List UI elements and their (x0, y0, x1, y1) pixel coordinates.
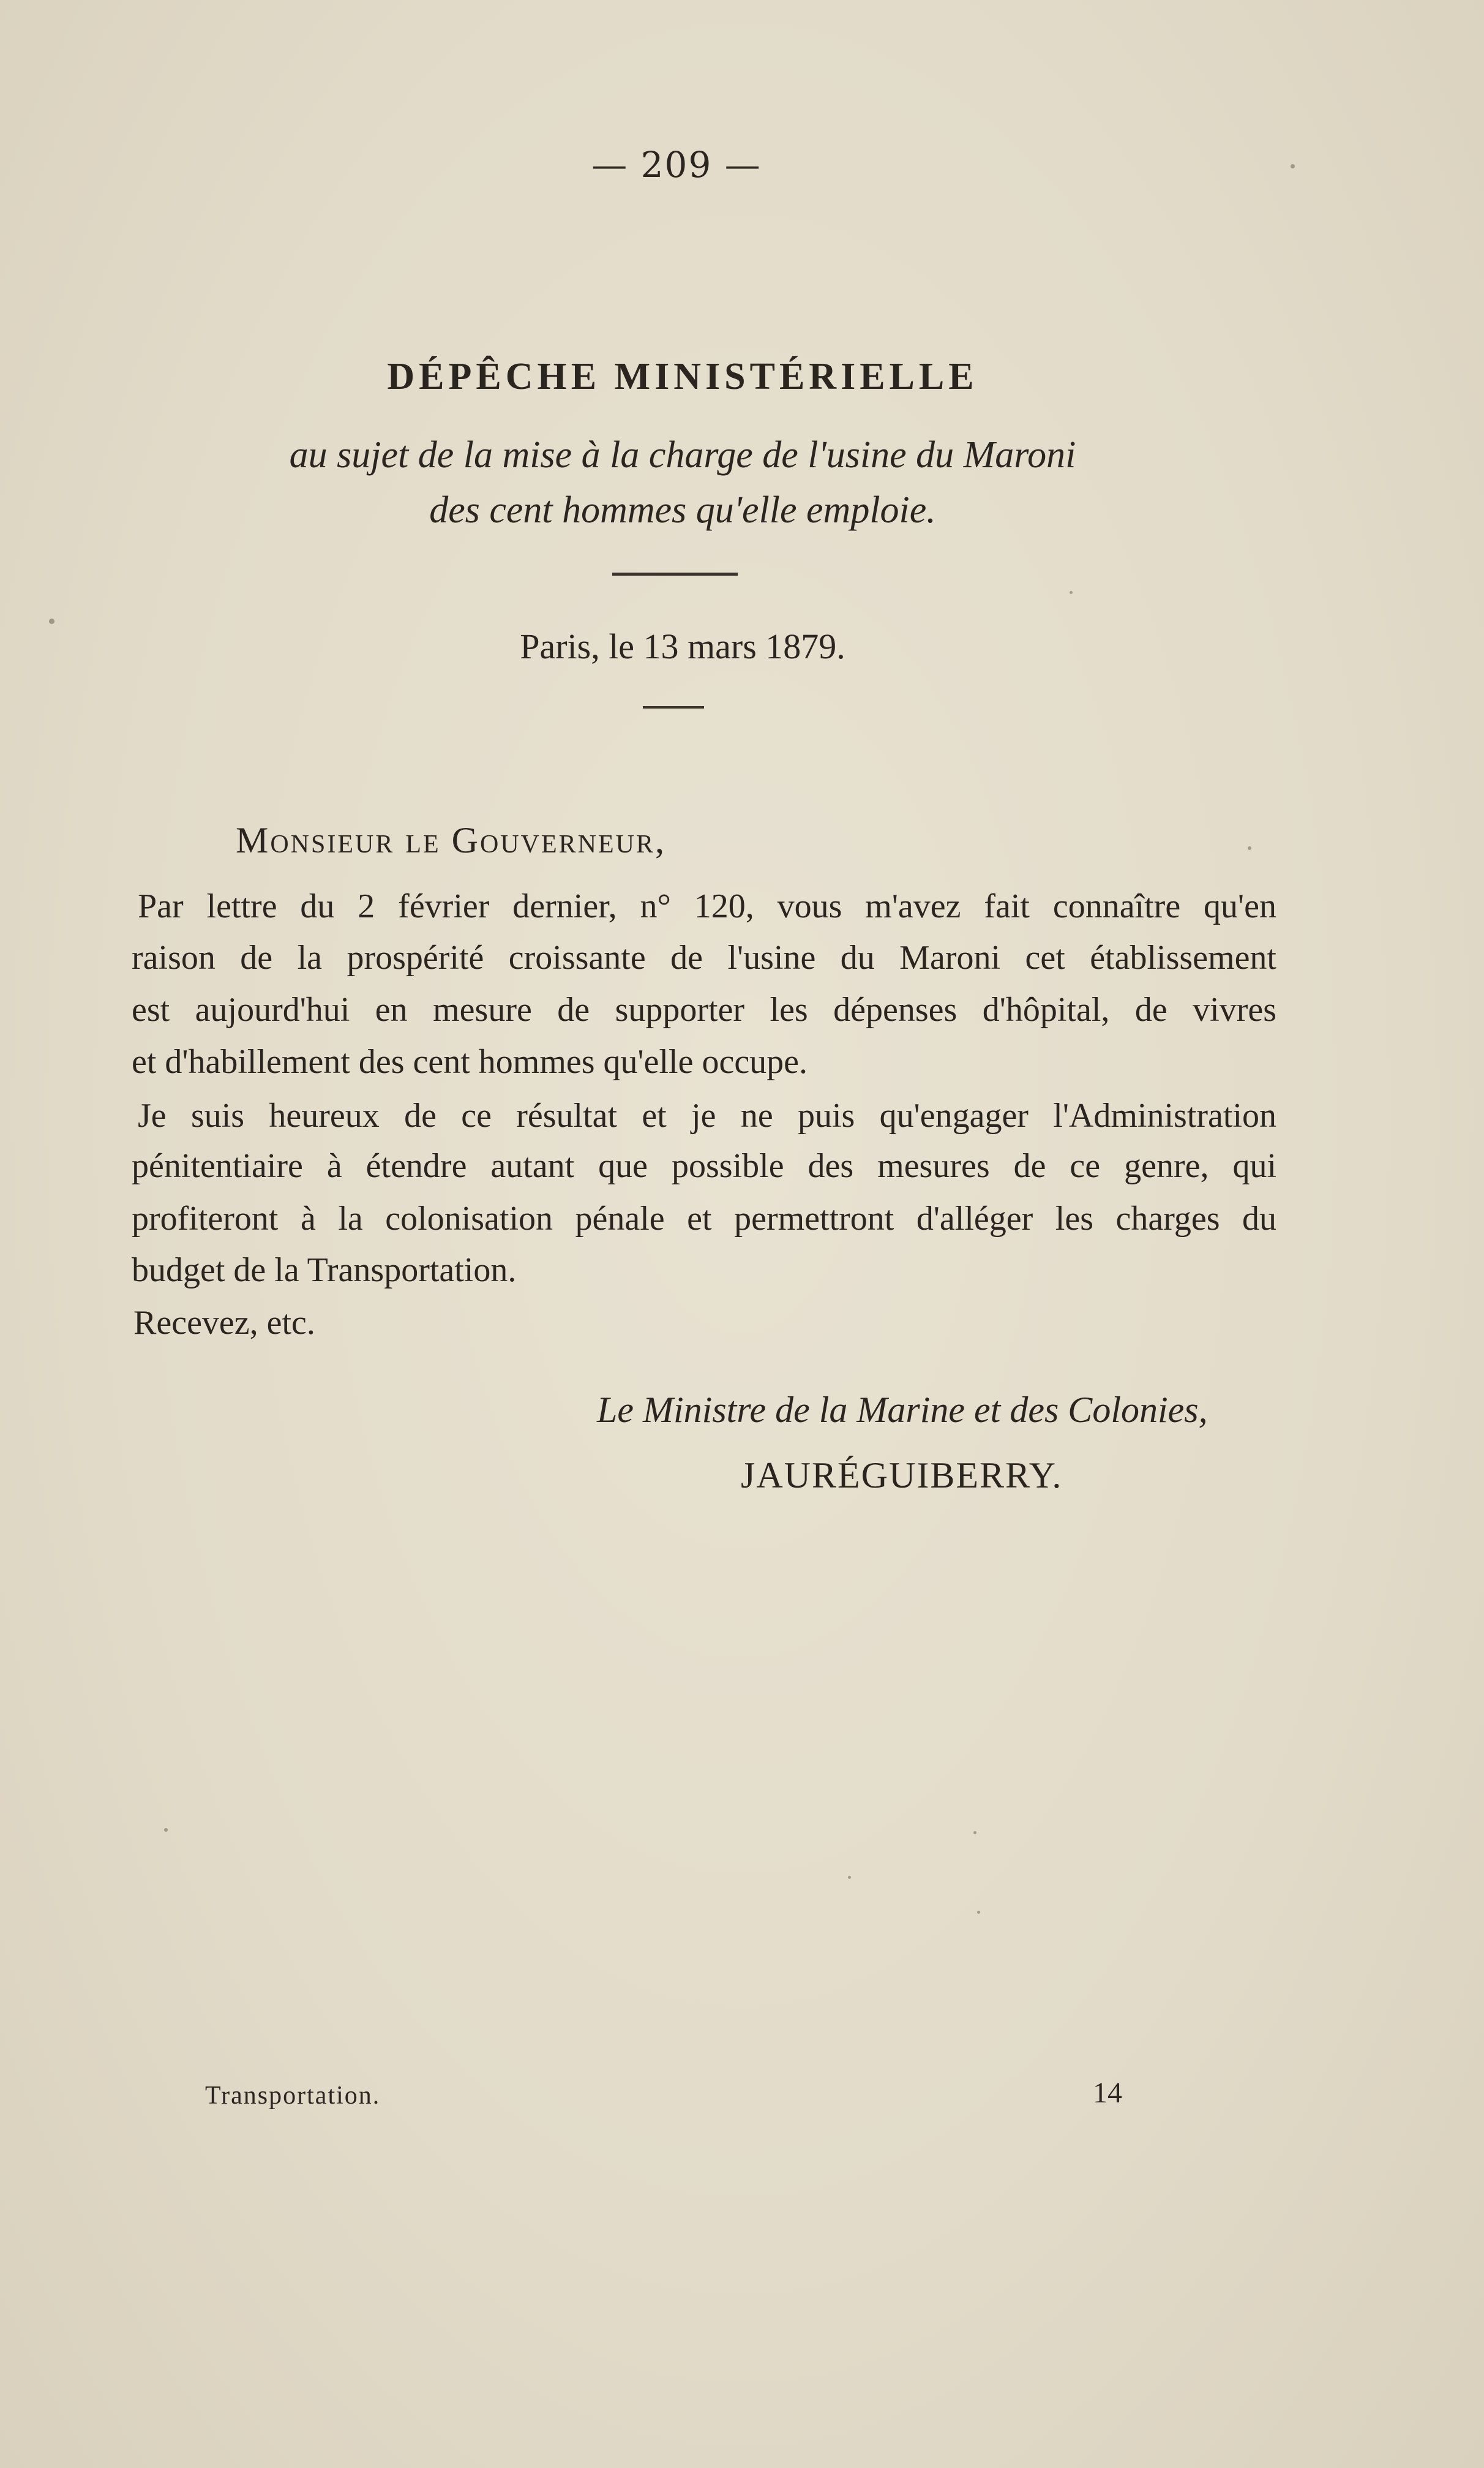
document-subtitle-line-2: des cent hommes qu'elle emploie. (429, 489, 936, 531)
title-separator-rule (612, 573, 738, 576)
paper-speck (977, 1911, 980, 1914)
signature-name: JAURÉGUIBERRY. (741, 1455, 1063, 1495)
paper-speck (49, 619, 54, 624)
body-line: et d'habillement des cent hommes qu'elle occupe. (132, 1043, 808, 1081)
paper-speck (1070, 591, 1073, 594)
closing-line: Recevez, etc. (133, 1304, 315, 1342)
document-subtitle-line-1: au sujet de la mise à la charge de l'usine du Maroni (289, 434, 1076, 476)
body-line: pénitentiaire à étendre autant que possible des mesures de ce genre, qui (132, 1147, 1276, 1185)
body-line: raison de la prospérité croissante de l'usine du Maroni cet établissement (132, 939, 1276, 977)
body-line: profiteront à la colonisation pénale et permettront d'alléger les charges du (132, 1200, 1276, 1238)
body-line: budget de la Transportation. (132, 1251, 517, 1289)
paper-speck (164, 1828, 168, 1832)
page-number: — 209 — (591, 144, 762, 186)
signoff: Le Ministre de la Marine et des Colonies, (597, 1390, 1208, 1430)
body-line: Par lettre du 2 février dernier, n° 120, vous m'avez fait connaître qu'en (138, 887, 1276, 925)
footer-section-title: Transportation. (205, 2082, 381, 2110)
body-line: Je suis heureux de ce résultat et je ne puis qu'engager l'Administration (138, 1097, 1276, 1135)
salutation: Monsieur le Gouverneur, (236, 820, 666, 860)
dateline: Paris, le 13 mars 1879. (520, 626, 845, 666)
document-title: DÉPÊCHE MINISTÉRIELLE (387, 356, 978, 397)
footer-signature-mark: 14 (1093, 2077, 1122, 2109)
paper-speck (973, 1831, 976, 1834)
body-line: est aujourd'hui en mesure de supporter les dépenses d'hôpital, de vivres (132, 991, 1276, 1029)
paper-speck (848, 1876, 851, 1879)
paper-speck (1248, 846, 1251, 850)
dateline-separator-rule (643, 706, 704, 709)
